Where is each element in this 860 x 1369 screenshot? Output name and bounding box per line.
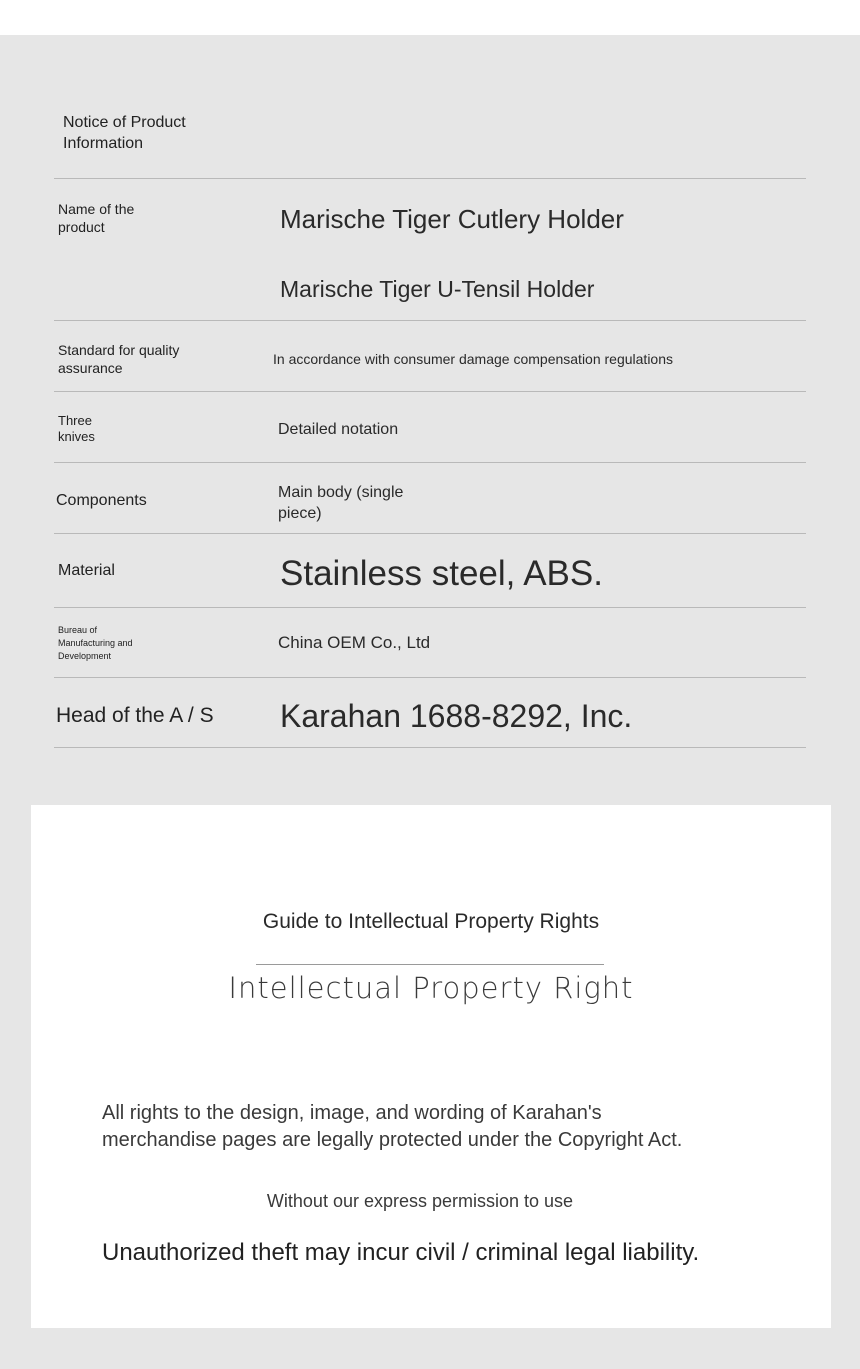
material-value: Stainless steel, ABS. xyxy=(280,554,603,593)
label-line: Standard for quality xyxy=(58,342,180,358)
notice-title-line: Notice of Product xyxy=(63,114,186,131)
row-label xyxy=(58,624,133,663)
product-info-section xyxy=(0,35,860,805)
row-label xyxy=(58,413,95,445)
ip-title-rule xyxy=(256,964,604,965)
label-line: assurance xyxy=(58,360,123,376)
row-material xyxy=(54,534,806,608)
label-line: Bureau of xyxy=(58,625,98,635)
row-label xyxy=(58,341,179,377)
notice-title-line: Information xyxy=(63,135,144,152)
top-white-strip xyxy=(0,0,860,35)
ip-warning-text: Unauthorized theft may incur civil / criminal legal liability. xyxy=(102,1239,700,1266)
label-line: product xyxy=(58,219,105,235)
row-three-knives xyxy=(54,392,806,463)
ip-subtitle: Intellectual Property Right xyxy=(228,971,634,1005)
head-as-value: Karahan 1688-8292, Inc. xyxy=(280,698,633,734)
label-line: Name of the xyxy=(58,201,135,217)
label-line: Development xyxy=(58,651,112,661)
row-head-as xyxy=(54,678,806,748)
ip-permission-text: Without our express permission to use xyxy=(266,1191,574,1211)
label-line: Manufacturing and xyxy=(58,638,133,648)
row-components xyxy=(54,463,806,534)
material-label: Material xyxy=(58,562,115,579)
value-line: Main body (single xyxy=(278,484,404,501)
head-as-label: Head of the A / S xyxy=(56,704,214,727)
quality-assurance-value: In accordance with consumer damage compensation regulations xyxy=(273,351,674,367)
ip-rights-panel xyxy=(31,805,831,1328)
row-quality-assurance xyxy=(54,321,806,392)
ip-body-text xyxy=(102,1100,782,1154)
notice-title xyxy=(63,112,263,154)
components-label: Components xyxy=(56,492,147,509)
three-knives-value: Detailed notation xyxy=(278,421,399,438)
ip-body-line: All rights to the design, image, and wording of Karahan's xyxy=(102,1102,602,1124)
row-label xyxy=(58,200,134,236)
product-name-value: Marische Tiger Cutlery Holder xyxy=(280,204,624,234)
ip-body-line: merchandise pages are legally protected under the Copyright Act. xyxy=(102,1129,683,1151)
components-value xyxy=(278,482,403,524)
row-product-name xyxy=(54,178,806,321)
label-line: Three xyxy=(58,413,92,428)
value-line: piece) xyxy=(278,505,322,522)
ip-title: Guide to Intellectual Property Rights xyxy=(262,910,600,933)
label-line: knives xyxy=(58,429,95,444)
row-bureau xyxy=(54,608,806,678)
bureau-value: China OEM Co., Ltd xyxy=(278,633,431,652)
product-name-alt-value: Marische Tiger U-Tensil Holder xyxy=(280,276,595,302)
